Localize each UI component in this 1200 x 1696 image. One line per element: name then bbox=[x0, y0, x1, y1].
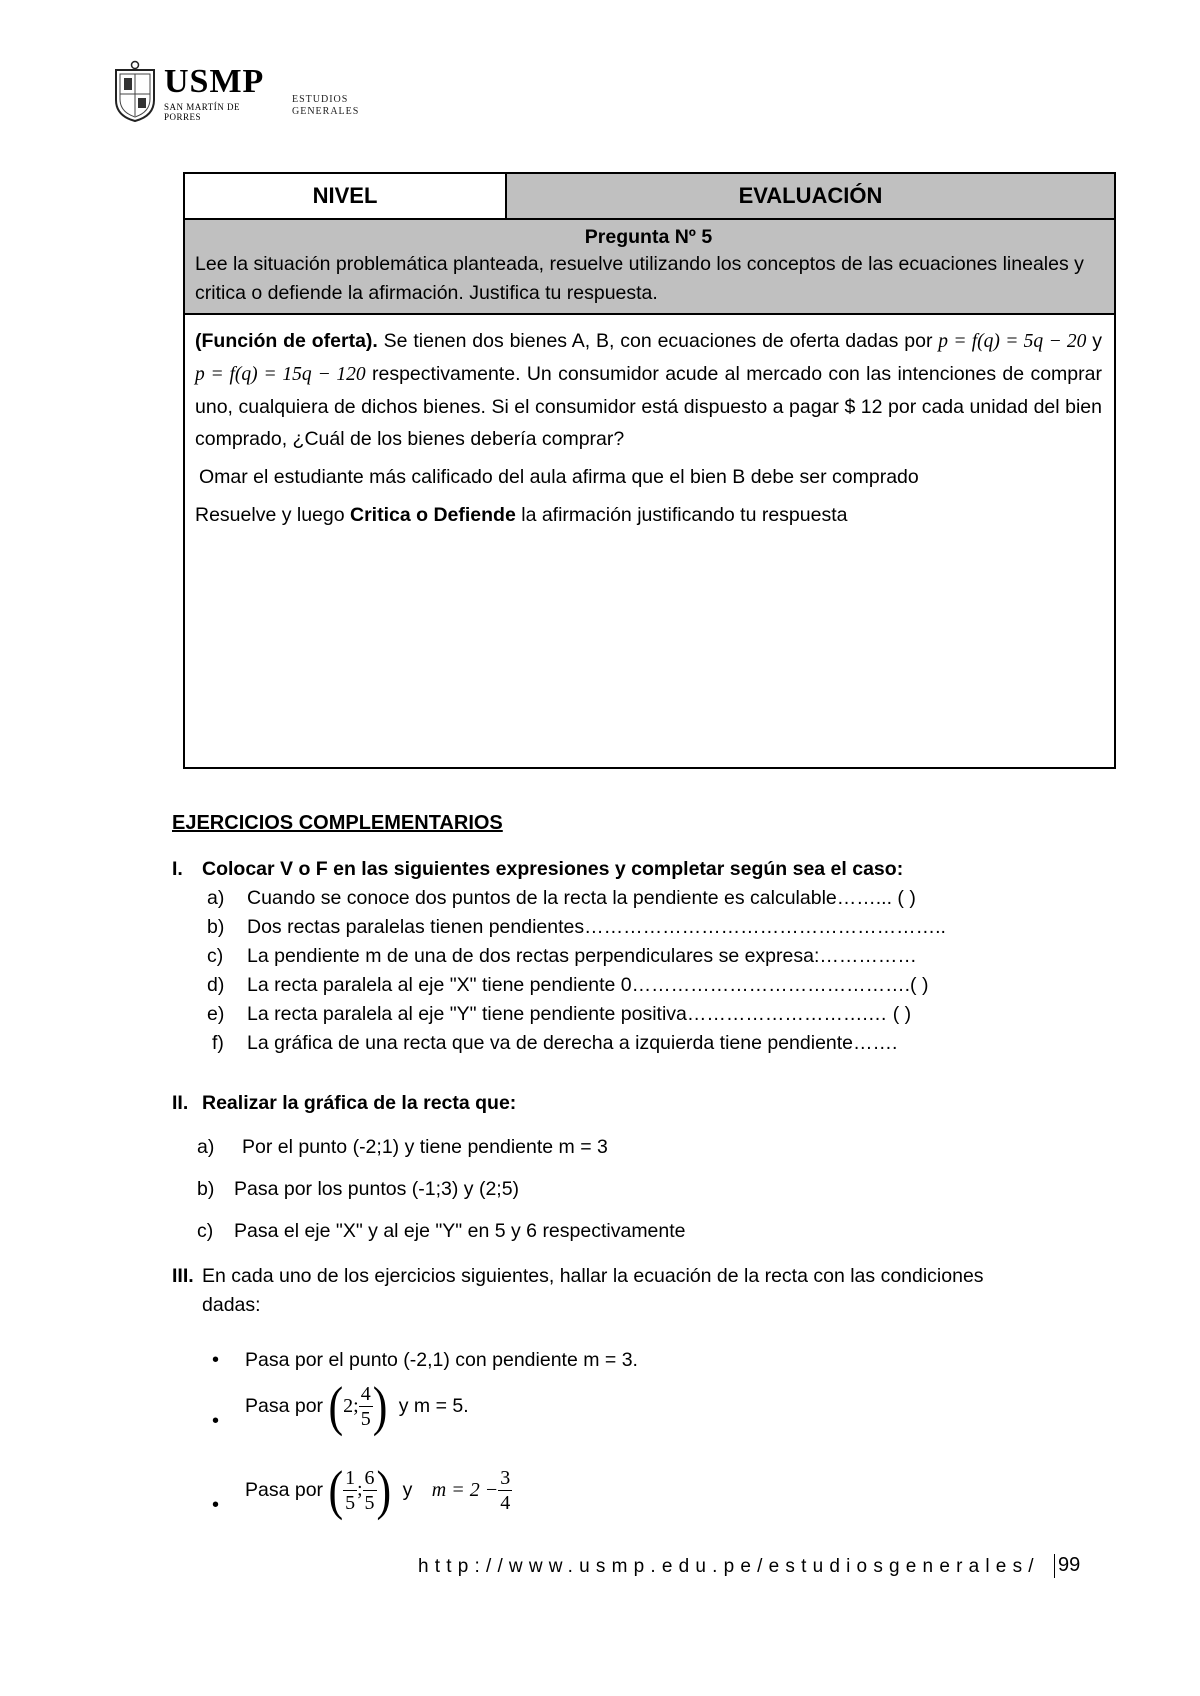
item-text: La pendiente m de una de dos rectas perpendiculares se expresa:…………… bbox=[247, 945, 917, 967]
left-paren: ( bbox=[328, 1459, 344, 1521]
item-label: d) bbox=[207, 974, 225, 996]
item-label: c) bbox=[197, 1220, 214, 1242]
section-2-title: Realizar la gráfica de la recta que: bbox=[202, 1092, 517, 1114]
instruction-text-2: la afirmación justificando tu respuesta bbox=[515, 504, 848, 526]
section-3-heading bbox=[172, 1262, 984, 1320]
section-3-title-line-1: En cada uno de los ejercicios siguientes, hallar la ecuación de la recta con las condiciones bbox=[202, 1265, 984, 1287]
logo-text bbox=[164, 64, 264, 122]
conjunction: y bbox=[1086, 330, 1102, 352]
item-label: f) bbox=[212, 1032, 224, 1054]
university-seal-icon bbox=[112, 60, 158, 122]
numerator: 1 bbox=[345, 1467, 356, 1489]
bullet-2-prefix: Pasa por bbox=[245, 1395, 329, 1417]
claim-paragraph: Omar el estudiante más calificado del aula afirma que el bien B debe ser comprado bbox=[199, 466, 919, 488]
equation-b: p = f(q) = 15q − 120 bbox=[195, 364, 366, 385]
question-title: Pregunta Nº 5 bbox=[584, 226, 713, 248]
problem-text-2: respectivamente. Un consumidor acude al mercado con las intenciones de comprar uno, cualquiera de dichos bienes. Si el consumidor está dispuesto a pagar $ 12 por cada unidad del bien comprado, ¿Cuál de los bienes debería comprar? bbox=[195, 363, 1102, 450]
item-label: b) bbox=[207, 916, 225, 938]
denominator: 4 bbox=[500, 1492, 511, 1514]
bullet-3-text bbox=[245, 1459, 512, 1521]
item-text: La recta paralela al eje "Y" tiene pendiente positiva……………………….… ( ) bbox=[247, 1003, 912, 1025]
section-3-title-line-2: dadas: bbox=[202, 1294, 261, 1316]
conjunction: y bbox=[402, 1479, 413, 1501]
footer-url: http://www.usmp.edu.pe/estudiosgenerales/ bbox=[418, 1556, 1040, 1577]
logo-main: USMP bbox=[164, 63, 265, 100]
question-text: Lee la situación problemática planteada, resuelve utilizando los conceptos de las ecuaciones lineales y critica o defiende la afirmación. Justifica tu respuesta. bbox=[195, 253, 1084, 304]
numerator: 4 bbox=[360, 1383, 371, 1405]
right-paren: ) bbox=[376, 1459, 392, 1521]
separator: ; bbox=[357, 1479, 363, 1501]
exercises-title: EJERCICIOS COMPLEMENTARIOS bbox=[172, 812, 503, 834]
section-2-number: II. bbox=[172, 1092, 189, 1114]
item-text: Dos rectas paralelas tienen pendientes……………………………………………….. bbox=[247, 916, 946, 938]
item-label: a) bbox=[207, 887, 225, 909]
list-item bbox=[197, 1220, 686, 1243]
problem-body bbox=[185, 315, 1114, 767]
numerator: 3 bbox=[500, 1467, 511, 1489]
instruction-bold: Critica o Defiende bbox=[350, 504, 516, 526]
list-item bbox=[207, 1003, 911, 1026]
item-text: La gráfica de una recta que va de derecha a izquierda tiene pendiente……. bbox=[247, 1032, 898, 1054]
instruction-text-1: Resuelve y luego bbox=[195, 504, 351, 526]
bullet-glyph: • bbox=[212, 1410, 220, 1432]
list-item bbox=[197, 1136, 608, 1159]
section-1-number: I. bbox=[172, 858, 183, 880]
list-item bbox=[207, 887, 916, 910]
list-item bbox=[207, 916, 946, 939]
bullet-3-prefix: Pasa por bbox=[245, 1479, 329, 1501]
bullet-2-suffix: y m = 5. bbox=[398, 1395, 469, 1417]
evaluacion-header: EVALUACIÓN bbox=[507, 174, 1114, 218]
section-1-heading bbox=[172, 858, 903, 881]
problem-text-1: Se tienen dos bienes A, B, con ecuaciones de oferta dadas por bbox=[377, 330, 933, 352]
logo-sub: SAN MARTÍN DE PORRES bbox=[164, 102, 240, 122]
item-text: La recta paralela al eje "X" tiene pendiente 0…………………………………….( ) bbox=[247, 974, 929, 996]
bullet-glyph: • bbox=[212, 1494, 220, 1516]
right-paren: ) bbox=[372, 1375, 388, 1437]
equation-a: p = f(q) = 5q − 20 bbox=[938, 331, 1087, 352]
bullet-2-text bbox=[245, 1375, 469, 1437]
nivel-header: NIVEL bbox=[185, 174, 507, 218]
instruction-paragraph bbox=[195, 499, 1102, 531]
list-item bbox=[197, 1178, 519, 1201]
section-3-number: III. bbox=[172, 1265, 194, 1287]
denominator: 5 bbox=[360, 1408, 371, 1430]
item-text: Cuando se conoce dos puntos de la recta la pendiente es calculable……... ( ) bbox=[247, 887, 916, 909]
item-label: e) bbox=[207, 1003, 225, 1025]
fraction bbox=[363, 1466, 377, 1515]
section-1-title: Colocar V o F en las siguientes expresiones y completar según sea el caso: bbox=[202, 858, 904, 880]
table-header-row bbox=[185, 174, 1114, 220]
section-2-heading bbox=[172, 1092, 516, 1115]
logo-side-line-2: GENERALES bbox=[292, 106, 360, 117]
evaluation-table bbox=[183, 172, 1116, 769]
fraction bbox=[359, 1382, 373, 1431]
problem-lead: (Función de oferta). bbox=[195, 330, 378, 352]
item-text: Pasa por los puntos (-1;3) y (2;5) bbox=[234, 1178, 520, 1200]
numerator: 6 bbox=[364, 1467, 375, 1489]
bullet-1-text: Pasa por el punto (-2,1) con pendiente m = 3. bbox=[245, 1349, 638, 1371]
page-number: 99 bbox=[1058, 1554, 1081, 1576]
list-item bbox=[207, 945, 917, 968]
item-label: b) bbox=[197, 1178, 215, 1200]
point-x: 2; bbox=[343, 1395, 359, 1417]
list-item bbox=[207, 974, 928, 997]
item-label: c) bbox=[207, 945, 224, 967]
bullet-glyph: • bbox=[212, 1349, 220, 1371]
list-item bbox=[212, 1032, 897, 1055]
item-label: a) bbox=[197, 1136, 215, 1158]
denominator: 5 bbox=[364, 1492, 375, 1514]
item-text: Pasa el eje "X" y al eje "Y" en 5 y 6 respectivamente bbox=[234, 1220, 686, 1242]
logo-side-line-1: ESTUDIOS bbox=[292, 94, 349, 105]
denominator: 5 bbox=[345, 1492, 356, 1514]
fraction bbox=[498, 1466, 512, 1515]
item-text: Por el punto (-2;1) y tiene pendiente m = 3 bbox=[242, 1136, 608, 1158]
question-row bbox=[185, 220, 1114, 315]
logo-side bbox=[292, 94, 359, 118]
fraction bbox=[343, 1466, 357, 1515]
left-paren: ( bbox=[328, 1375, 344, 1437]
slope-expression: m = 2 − bbox=[431, 1479, 499, 1501]
problem-paragraph bbox=[195, 325, 1102, 455]
